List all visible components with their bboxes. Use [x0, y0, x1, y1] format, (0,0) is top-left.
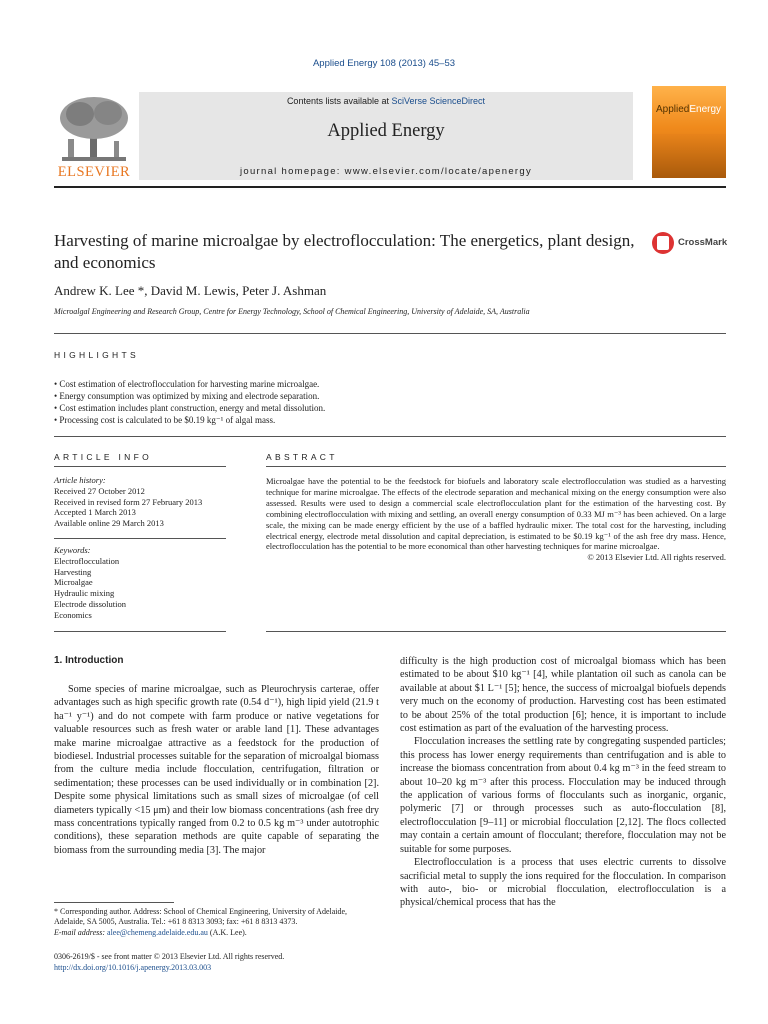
crossmark-badge[interactable]	[652, 232, 730, 254]
email-suffix: (A.K. Lee).	[207, 927, 247, 937]
article-title: Harvesting of marine microalgae by electroflocculation: The energetics, plant design, and economics	[54, 231, 635, 272]
body-paragraph: difficulty is the high production cost of microalgal biomass which has been estimated to be about $10 kg⁻¹ [4], while plantation oil such as canola can be available at about $1 L⁻¹ [5]; hence, the success of microalgal biofuels depends very much on the economy of production. Harvesting cost has been estimated to be about 25% of the total production [6]; hence, it is important to include cost estimation as part of the evaluation of the harvesting process.	[400, 656, 726, 735]
author-list: Andrew K. Lee *, David M. Lewis, Peter J. Ashman	[54, 283, 327, 298]
history-entry: Available online 29 March 2013	[54, 518, 164, 529]
issn-line: 0306-2619/$ - see front matter © 2013 Elsevier Ltd. All rights reserved.	[54, 952, 285, 961]
article-info-heading: ARTICLE INFO	[54, 452, 153, 462]
sciencedirect-link[interactable]: SciVerse ScienceDirect	[391, 96, 486, 106]
abstract-copyright: © 2013 Elsevier Ltd. All rights reserved.	[587, 552, 726, 563]
highlight-item: • Processing cost is calculated to be $0.19 kg⁻¹ of algal mass.	[54, 415, 276, 425]
email-label: E-mail address:	[54, 927, 108, 937]
email-line	[54, 928, 379, 938]
history-entry: Received 27 October 2012	[54, 485, 145, 496]
abstract-body	[266, 476, 726, 563]
divider	[54, 538, 226, 539]
section-heading: 1. Introduction	[54, 655, 124, 666]
cover-stripe	[652, 134, 726, 178]
body-paragraph: Electroflocculation is a process that uses electric currents to dissolve sacrificial metal to supply the ions required for the flocculation. In comparison with auto-, bio- or microbial flocculation, electroflocculation is a physical/chemical process that has the	[400, 857, 726, 909]
body-paragraph: Some species of marine microalgae, such as Pleurochrysis carterae, offer advantages such as high specific growth rate (0.54 d⁻¹), high lipid yield (21.9 t ha⁻¹ y⁻¹) and do not compete with farm produce or native vegetations for valuable resources such as fresh water or arable land [1]. These advantages make marine microalgae attractive as a feedstock for the production of biodiesel. Industrial processes suitable for the separation of microalgal biomass from the culture media include flocculation, centrifugation, filtration or sedimentation; these processes can be used individually or in combination [2]. Despite some physical limitations such as small sizes of microalgae (of cell diameters typically <15 μm) and their low biomass concentrations (ash free dry mass concentrations typically ranged from 0.2 to 0.5 kg m⁻³ under autotrophic conditions), these separation methods are quite capable of separating the biomass from the surrounding media [3]. The major	[54, 684, 379, 856]
header-rule	[54, 186, 726, 188]
crossmark-icon	[652, 232, 674, 254]
article-info	[54, 475, 226, 529]
divider	[266, 466, 726, 467]
keyword: Electroflocculation	[54, 555, 120, 566]
email-link[interactable]: alee@chemeng.adelaide.edu.au	[107, 927, 208, 937]
abstract-text: Microalgae have the potential to be the feedstock for biofuels and laboratory scale electroflocculation was studied as a harvesting technique for marine microalgae. The effects of the electrode separation and mechanical mixing on the energy consumption were also assessed. Results were used to design a commercial scale electroflocculation plant for the estimation of the harvesting cost. By combining electroflocculation with mixing and settling, an overall energy consumption of 0.33 MJ m⁻³ has been achieved. On a large scale, the mixing can be made energy efficient by the use of a baffled hydraulic mixer. The total cost for the harvesting, including electrical energy, electrode metal dissolution and capital depreciation, is estimated to be $0.19 kg⁻¹ of the ash free dry mass. Hence, electroflocculation has the potential to be more economical than other harvesting techniques for marine microalgae.	[266, 476, 726, 552]
keyword: Harvesting	[54, 566, 92, 577]
highlight-item: • Cost estimation includes plant construction, energy and metal dissolution.	[54, 403, 326, 413]
history-label: Article history:	[54, 475, 106, 485]
keyword: Electrode dissolution	[54, 598, 127, 609]
affiliation: Microalgal Engineering and Research Group, Centre for Energy Technology, School of Chemical Engineering, University of Adelaide, SA, Australia	[54, 307, 530, 316]
body-paragraph: Flocculation increases the settling rate by congregating suspended particles; this process has lower energy requirements than centrifugation and is able to increase the biomass concentration from about 0.4 kg m⁻³ in the feed stream to about 10–20 kg m⁻³ after this process. Flocculation may be induced through the application of various forms of flocculants such as inorganic, organic, polymeric [7] or through processes such as auto-flocculation [8], electroflocculation [9–11] or microbial flocculation [2,12]. The flocs collected may contain a certain amount of flocculant; therefore, flocculation may not be suitable for some purposes.	[400, 736, 726, 855]
cover-title-b: Energy	[689, 104, 722, 115]
corresponding-author-note: * Corresponding author. Address: School of Chemical Engineering, University of Adelaide, Adelaide, SA 5005, Australia. Tel.: +61 8 8313 3093; fax: +61 8 8313 4373.	[54, 907, 348, 927]
journal-citation[interactable]: Applied Energy 108 (2013) 45–53	[312, 58, 456, 69]
divider	[54, 333, 726, 334]
journal-name: Applied Energy	[327, 121, 445, 141]
contents-prefix: Contents lists available at	[286, 96, 392, 106]
divider	[54, 436, 726, 437]
history-entry: Received in revised form 27 February 2013	[54, 496, 203, 507]
divider	[54, 631, 226, 632]
doi-link[interactable]: http://dx.doi.org/10.1016/j.apenergy.2013.03.003	[54, 963, 212, 972]
publisher-wordmark: ELSEVIER	[57, 164, 131, 180]
history-entry: Accepted 1 March 2013	[54, 507, 136, 518]
highlight-item: • Cost estimation of electroflocculation for harvesting marine microalgae.	[54, 379, 320, 389]
crossmark-label: CrossMark	[678, 237, 728, 248]
cover-title-a: Applied	[656, 104, 690, 115]
keyword: Economics	[54, 609, 92, 620]
cover-title	[656, 104, 721, 115]
body-column-left	[54, 683, 379, 857]
body-column-right	[400, 655, 726, 910]
divider	[54, 466, 226, 467]
contents-line	[139, 96, 633, 106]
footnote	[54, 907, 379, 938]
crossmark-icon-inner	[657, 236, 669, 250]
journal-cover-image	[652, 86, 726, 178]
highlight-item: • Energy consumption was optimized by mixing and electrode separation.	[54, 391, 320, 401]
keyword: Microalgae	[54, 577, 93, 588]
journal-homepage[interactable]: journal homepage: www.elsevier.com/locate/apenergy	[239, 166, 533, 177]
keywords	[54, 545, 226, 621]
page-footer	[54, 951, 284, 973]
highlights-list	[54, 378, 325, 426]
keywords-label: Keywords:	[54, 545, 91, 555]
divider	[266, 631, 726, 632]
footnote-rule	[54, 902, 174, 903]
keyword: Hydraulic mixing	[54, 588, 115, 599]
highlights-heading: HIGHLIGHTS	[54, 350, 139, 360]
abstract-heading: ABSTRACT	[266, 452, 338, 462]
